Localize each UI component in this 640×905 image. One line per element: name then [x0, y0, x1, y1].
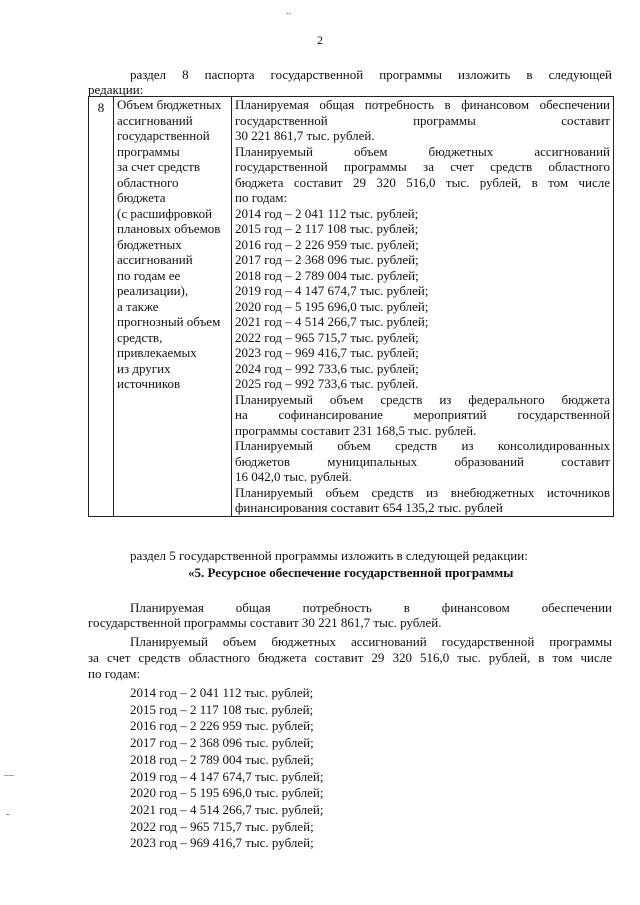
- content-line: 2023 год – 969 416,7 тыс. рублей;: [235, 345, 419, 360]
- year-list-item: 2015 год – 2 117 108 тыс. рублей;: [130, 701, 314, 717]
- table-row: [89, 97, 614, 517]
- paragraph-2-line-1: Планируемый объем бюджетных ассигнований государственной программы: [130, 634, 612, 649]
- content-line: 2021 год – 4 514 266,7 тыс. рублей;: [235, 314, 429, 329]
- title-line: реализации),: [117, 283, 189, 298]
- year-list-item: 2022 год – 965 715,7 тыс. рублей;: [130, 818, 314, 834]
- title-line: привлекаемых: [117, 345, 197, 360]
- intro-line-2: редакции:: [88, 82, 144, 97]
- content-line: государственной программы составит: [235, 112, 610, 128]
- content-line: бюджетов муниципальных образований составит: [235, 453, 610, 469]
- content-line: государственной программы за счет средств областного: [235, 159, 610, 174]
- year-list-item: 2017 год – 2 368 096 тыс. рублей;: [130, 735, 314, 751]
- title-line: программы: [117, 143, 180, 159]
- year-list: [130, 685, 323, 852]
- year-list-item: 2020 год – 5 195 696,0 тыс. рублей;: [130, 785, 324, 801]
- passport-table: [88, 96, 614, 517]
- intro-line-1: раздел 8 паспорта государственной программы изложить в следующей: [130, 67, 612, 82]
- content-line: 2016 год – 2 226 959 тыс. рублей;: [235, 236, 419, 252]
- content-line: Планируемый объем средств из федерального бюджета: [235, 391, 610, 407]
- content-line: программы составит 231 168,5 тыс. рублей.: [235, 422, 477, 438]
- section5-heading: «5. Ресурсное обеспечение государственной программы: [188, 565, 514, 580]
- title-line: бюджетных: [117, 236, 182, 252]
- title-line: прогнозный объем: [117, 314, 221, 329]
- title-line: (с расшифровкой: [117, 205, 213, 221]
- content-line: Планируемый объем средств из внебюджетных источников: [235, 484, 610, 500]
- paragraph-1-line-2: государственной программы составит 30 221 861,7 тыс. рублей.: [88, 615, 442, 630]
- content-line: 2015 год – 2 117 108 тыс. рублей;: [235, 221, 419, 236]
- year-list-item: 2019 год – 4 147 674,7 тыс. рублей;: [130, 768, 324, 784]
- year-list-item: 2014 год – 2 041 112 тыс. рублей;: [130, 685, 314, 700]
- content-line: 2024 год – 992 733,6 тыс. рублей;: [235, 360, 419, 376]
- year-list-item: 2023 год – 969 416,7 тыс. рублей;: [130, 835, 314, 851]
- content-line: бюджета составит 29 320 516,0 тыс. рублей, в том числе: [235, 174, 610, 190]
- title-line: за счет средств: [117, 159, 200, 174]
- title-line: а также: [117, 298, 159, 314]
- content-line: Планируемый объем средств из консолидированных: [235, 438, 610, 453]
- content-line: 2025 год – 992 733,6 тыс. рублей.: [235, 376, 419, 391]
- title-line: из других: [117, 360, 171, 376]
- content-line: Планируемая общая потребность в финансовом обеспечении: [235, 97, 610, 112]
- content-line: финансирования составит 654 135,2 тыс. рублей: [235, 500, 503, 515]
- title-line: ассигнований: [117, 112, 193, 128]
- paragraph-2-line-3: по годам:: [88, 666, 141, 681]
- year-list-item: 2021 год – 4 514 266,7 тыс. рублей;: [130, 801, 324, 817]
- left-mark-1: —: [4, 770, 14, 781]
- content-line: 2018 год – 2 789 004 тыс. рублей;: [235, 267, 419, 283]
- content-line: на софинансирование мероприятий государственной: [235, 407, 610, 422]
- title-line: областного: [117, 174, 179, 190]
- content-line: 2022 год – 965 715,7 тыс. рублей;: [235, 329, 419, 345]
- title-line: средств,: [117, 329, 163, 345]
- row-content-cell: [232, 97, 614, 517]
- content-line: 2017 год – 2 368 096 тыс. рублей;: [235, 252, 419, 267]
- content-line: 2014 год – 2 041 112 тыс. рублей;: [235, 205, 419, 221]
- left-mark-2: -: [6, 809, 10, 820]
- top-mark: ..: [286, 6, 291, 17]
- title-line: ассигнований: [117, 252, 193, 267]
- content-line: 2019 год – 4 147 674,7 тыс. рублей;: [235, 283, 429, 298]
- section5-intro: раздел 5 государственной программы изложить в следующей редакции:: [130, 548, 528, 563]
- content-line: по годам:: [235, 190, 288, 205]
- title-line: по годам ее: [117, 267, 181, 283]
- row-title-cell: [114, 97, 232, 517]
- paragraph-2-line-2: за счет средств областного бюджета составит 29 320 516,0 тыс. рублей, в том числе: [88, 650, 612, 665]
- title-line: бюджета: [117, 190, 166, 205]
- year-list-item: 2016 год – 2 226 959 тыс. рублей;: [130, 718, 314, 734]
- title-line: источников: [117, 376, 181, 391]
- row-number: 8: [89, 97, 114, 517]
- content-line: 16 042,0 тыс. рублей.: [235, 469, 352, 484]
- content-line: Планируемый объем бюджетных ассигнований: [235, 143, 610, 159]
- page-number: 2: [317, 33, 323, 47]
- year-list-item: 2018 год – 2 789 004 тыс. рублей;: [130, 751, 314, 767]
- title-line: государственной: [117, 128, 210, 143]
- content-line: 30 221 861,7 тыс. рублей.: [235, 128, 375, 143]
- paragraph-1-line-1: Планируемая общая потребность в финансовом обеспечении: [130, 600, 612, 615]
- title-line: Объем бюджетных: [117, 97, 222, 112]
- content-line: 2020 год – 5 195 696,0 тыс. рублей;: [235, 298, 429, 314]
- title-line: плановых объемов: [117, 221, 221, 236]
